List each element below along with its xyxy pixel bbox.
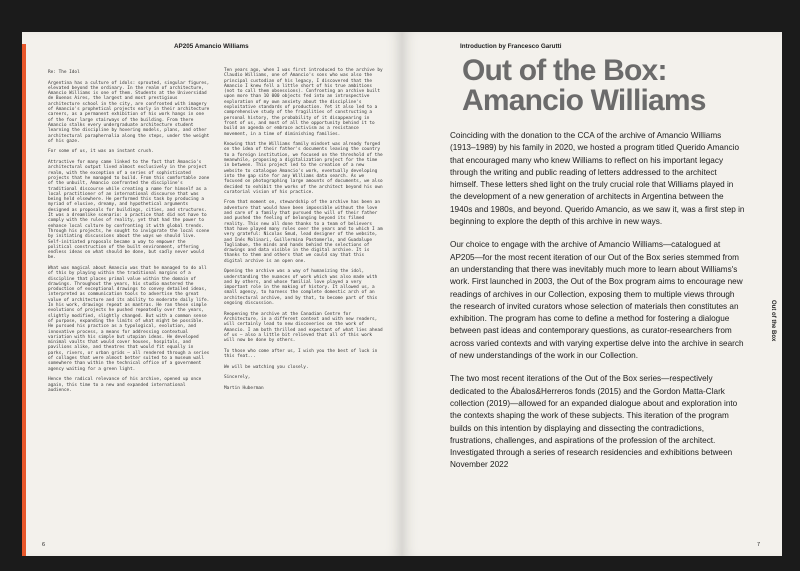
- letter-paragraph: Hence the radical relevance of his archive, opened up once again, this time to a new and expanded international audience.: [48, 377, 202, 393]
- letter-paragraph: What was magical about Amancio was that he managed to do all of this by playing within the traditional margins of a discipline that places primal value within the domain of drawings. Throughout the years, his studio mastered the production of exceptional drawings to convey detailed ideas, interpreted as communication tools to advertise the great value of architecture and its ability to moderate daily life. In his work, drawings repeat as mantras. He ran these simple evolutions of projects he pushed repeatedly over the years, slightly modified, slightly changed. But with a common sense of purpose, expanding the limits of what might be possible. He pursued his practice as a typological, evolution, and innovative process, a means for addressing contextual variation with his simple but utopian ideas. He developed minimal vaults that would cover houses, hospitals, and pavilions alike, and theatres that would fit equally in parks, rivers, or urban grids — all rendered through a series of collages that were almost better suited to a museum wall somewhere than within the technical office of a government agency waiting for a green light.: [48, 265, 210, 372]
- letter-signature: Martin Huberman: [224, 385, 264, 391]
- intro-paragraph: Coinciding with the donation to the CCA of the archive of Amancio Williams (1913–1989) by his family in 2020, we hosted a program titled Querido Amancio that encouraged many who knew Williams to reflect on his important legacy through the writing and public reading of letters addressed to the architect himself. These letters shed light on the truly crucial role that Williams played in the development of a new generation of architects in Argentina between the 1940s and 1980s, and beyond. Querido Amancio, as we saw it, was a first step in beginning to explore the depth of this archive in new ways.: [450, 131, 745, 227]
- intro-paragraph: Our choice to engage with the archive of Amancio Williams—catalogued at AP205—for the most recent iteration of our Out of the Box series stemmed from an understanding that there was inevitably much more to learn about Williams's work. First launched in 2003, the Out of the Box program aims to encourage new readings of archives in our Collection, exposing them to multiple views through the research of invited curators whose selection of materials then constitutes an exhibition. The program has come to define a method for fostering a dialogue between past ideas and contemporary questions, as curator-researchers from across varied contexts and with varying expertise delve into the archive in search of new understandings of the work in our Collection.: [450, 240, 744, 361]
- letter-paragraph: Sincerely,: [224, 375, 251, 381]
- letter-paragraph: From that moment on, stewardship of the archive has been an adventure that would have been impossible without the love and care of a family that pursued the will of their father and pushed the feeling of belonging beyond its filmed reality. This new all done thanks to a team of believers that have played many roles over the years and to which I am very grateful: Nicolas Smud, lead designer of the website, and Inés Molinari, Guillermina Pastomerlo, and Guadalupe Tagliabue, the minds and hands behind the selections of drawings and data visible in the digital archive. It is thanks to them and others that we could say that this digital archive is an open one.: [224, 200, 383, 264]
- letter-paragraph: Re: The Idol: [48, 70, 80, 75]
- letter-paragraph: Opening the archive was a way of humanizing the idol, understanding the nuances of work which was also made with and by others, and whose familial love played a very important role in the making of history. It allowed us, a small agency, to harness the complete domestic arch of an architectural archive, and by that, to become part of this ongoing discussion.: [224, 269, 378, 307]
- left-page-number: 6: [42, 542, 46, 548]
- side-section-label: Out of the Box: [770, 300, 776, 342]
- title-line-1: Out of the Box:: [462, 54, 667, 87]
- left-running-head: AP205 Amancio Williams: [174, 43, 249, 50]
- open-book: [22, 32, 782, 556]
- letter-paragraph: Reopening the archive at the Canadian Centre for Architecture, in a different context and with new readers, will certainly lead to new discoveries on the work of Amancio. I am both thrilled and expectant of what lies ahead of us — also a little bit relieved that all of this work will now be done by others.: [224, 311, 383, 344]
- right-page-number: 7: [756, 542, 760, 548]
- letter-column-a: [48, 70, 210, 398]
- orange-page-edge: [22, 44, 26, 556]
- letter-paragraph: For some of us, it was an instant crush.: [48, 149, 154, 155]
- letter-paragraph: To those who come after us, I wish you the best of luck in this feat...: [224, 348, 378, 360]
- letter-column-b: [224, 68, 384, 396]
- letter-paragraph: Attractive for many came linked to the fact that Amancio's architectural output lived almost exclusively in the project realm, with the exception of a series of sophisticated projects that he managed to build. From this comfortable zone of the unbuilt, Amancio confronted the discipline's traditional discourse while creating a name for himself as a local practitioner of an international discourse that was being held elsewhere. He performed this task by producing a myriad of elusive, dreamy, and hypothetical arguments designed as proposals for buildings, cities, and structures. It was a dreamlike scenario: a practice that did not have to comply with the rules of reality, yet that had the power to enhance local culture by confronting it with global trends. Through his projects, he sought to invigorate the local scene by initiating discussions about the ways we should live. Self-initiated proposals became a way to empower the political construction of the built environment, offering endless ideas on what should be done, but sadly never would be.: [48, 160, 210, 261]
- right-page: [402, 32, 782, 556]
- letter-paragraph: Knowing that the Williams family mindset was already forged on the idea of their father's documents leaving the country to a foreign institution, we focused on the threshold of the meanwhile, proposing a digitalization project for the time in between. This project led to the creation of a new website to catalogue Amancio's work, eventually developing into the gap site for any Williams data search. As we focused on photographing large amounts of documents, we also decided to exhibit the works of the architect beyond his own curatorial vision of his practice.: [224, 142, 383, 195]
- intro-paragraph: The two most recent iterations of the Out of the Box series—respectively dedicated to the Ábalos&Herreros fonds (2015) and the Gordon Matta-Clark collection (2019)—allowed for an expanded dialogue about and exploration into the contexts shaping the work of these subjects. This iteration of the program builds on this intention by displaying and dissecting the contradictions, frustrations, challenges, and aspirations of the profession of the architect. Investigated through a series of research residencies and exhibitions between November 2022: [450, 374, 738, 470]
- letter-paragraph: We will be watching you closely.: [224, 364, 309, 370]
- title-line-2: Amancio Williams: [462, 84, 706, 117]
- left-page: [22, 32, 402, 556]
- right-running-head: Introduction by Francesco Garutti: [460, 43, 562, 50]
- intro-body: [450, 130, 746, 483]
- letter-paragraph: Argentina has a culture of idols: sprouted, singular figures, elevated beyond the ordinary. In the realm of architecture, Amancio Williams is one of them. Students at the Universidad de Buenos Aires, the largest and most prestigious architecture school in the city, are confronted with imagery of Amancio's prophetical projects early in their architecture careers, as a permanent exhibition of his work hangs in one of the four large stairways of the building. From there Amancio stalks every undergraduate architecture student learning the discipline by hovering models, plans, and other architectural paraphernalia along the steps, under the weight of his gaze.: [48, 80, 210, 144]
- page-title: [462, 56, 762, 116]
- letter-paragraph: Ten years ago, when I was first introduced to the archive by Claudio Williams, one of Amancio's sons who was also the principal custodian of his legacy, I discovered that the Amancio I knew fell a little short of his true ambitions (not to call them obsessions). Confronting an archive built upon more than 10 000 objects fed into an introspective exploration of my own anxiety about the discipline's exploitative standards of production. Yet it also led to a comprehensive study of the fragilities of constructing a personal history, the probability of it disappearing in front of us, and most of all the opportunity behind it to build an agenda or embrace activism as a resistance movement, in a time of diminishing families.: [224, 68, 383, 137]
